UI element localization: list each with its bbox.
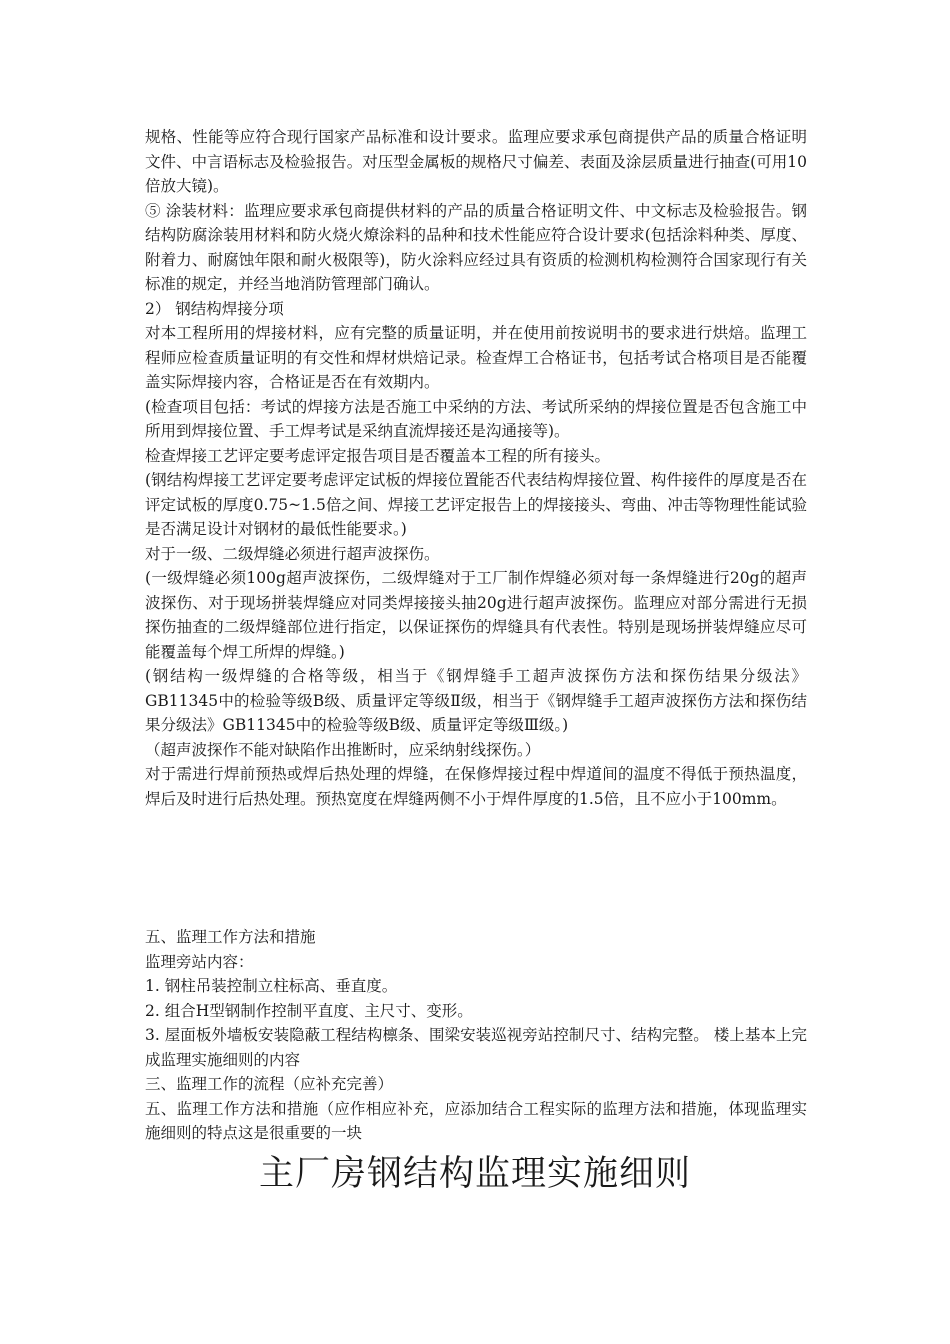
section-heading: 2） 钢结构焊接分项 xyxy=(145,299,284,318)
document-title: 主厂房钢结构监理实施细则 xyxy=(258,1154,691,1194)
paragraph: 对本工程所用的焊接材料，应有完整的质量证明，并在使用前按说明书的要求进行烘焙。监理工程师应检查质量证明的有交性和焊材烘焙记录。检查焊工合格证书，包括考试合格项目是否能覆盖实际焊接内容，合格证是否在有效期内。 xyxy=(145,324,807,391)
paragraph: 规格、性能等应符合现行国家产品标准和设计要求。监理应要求承包商提供产品的质量合格证明文件、中言语标志及检验报告。对压型金属板的规格尺寸偏差、表面及涂层质量进行抽查(可用10倍放大镜)。 xyxy=(145,128,807,195)
paragraph: 对于一级、二级焊缝必须进行超声波探伤。 xyxy=(145,544,440,563)
paragraph: (钢结构一级焊缝的合格等级，相当于《钢焊缝手工超声波探伤方法和探伤结果分级法》GB11345中的检验等级B级、质量评定等级Ⅱ级，相当于《钢焊缝手工超声波探伤方法和探伤结果分级法》GB11345中的检验等级B级、质量评定等级Ⅲ级。) xyxy=(145,667,807,734)
paragraph: 五、监理工作方法和措施（应作相应补充，应添加结合工程实际的监理方法和措施，体现监理实施细则的特点这是很重要的一块 xyxy=(145,1099,807,1142)
list-item: 3. 屋面板外墙板安装隐蔽工程结构檩条、围梁安装巡视旁站控制尺寸、结构完整。 楼上基本上完成监理实施细则的内容 xyxy=(145,1026,807,1069)
paragraph: 监理旁站内容： xyxy=(145,952,254,971)
paragraph: ⑤ 涂装材料：监理应要求承包商提供材料的产品的质量合格证明文件、中文标志及检验报告。钢结构防腐涂装用材料和防火烧火燎涂料的品种和技术性能应符合设计要求(包括涂料种类、厚度、附着力、耐腐蚀年限和耐火极限等)，防火涂料应经过具有资质的检测机构检测符合国家现行有关标准的规定，并经当地消防管理部门确认。 xyxy=(145,201,807,293)
body-text-bottom xyxy=(145,925,807,1146)
body-text-top xyxy=(145,125,807,811)
list-item: 1. 钢柱吊装控制立柱标高、垂直度。 xyxy=(145,977,398,995)
paragraph: (钢结构焊接工艺评定要考虑评定试板的焊接位置能否代表结构焊接位置、构件接件的厚度是否在评定试板的厚度0.75~1.5倍之间、焊接工艺评定报告上的焊接接头、弯曲、冲击等物理性能试验是否满足设计对钢材的最低性能要求。) xyxy=(145,471,807,538)
paragraph: (检查项目包括：考试的焊接方法是否施工中采纳的方法、考试所采纳的焊接位置是否包含施工中所用到焊接位置、手工焊考试是采纳直流焊接还是沟通接等)。 xyxy=(145,397,807,440)
paragraph: (一级焊缝必须100g超声波探伤，二级焊缝对于工厂制作焊缝必须对每一条焊缝进行20g的超声波探伤、对于现场拼装焊缝应对同类焊接接头抽20g进行超声波探伤。监理应对部分需进行无损探伤抽查的二级焊缝部位进行指定，以保证探伤的焊缝具有代表性。特别是现场拼装焊缝应尽可能覆盖每个焊工所焊的焊缝。) xyxy=(145,569,807,661)
paragraph: 检查焊接工艺评定要考虑评定报告项目是否覆盖本工程的所有接头。 xyxy=(145,446,611,465)
section-heading: 五、监理工作方法和措施 xyxy=(145,928,316,946)
section-heading: 三、监理工作的流程（应补充完善） xyxy=(145,1075,394,1093)
list-item: 2. 组合H型钢制作控制平直度、主尺寸、变形。 xyxy=(145,1001,473,1020)
paragraph: 对于需进行焊前预热或焊后热处理的焊缝，在保修焊接过程中焊道间的温度不得低于预热温度，焊后及时进行后热处理。预热宽度在焊缝两侧不小于焊件厚度的1.5倍，且不应小于100mm。 xyxy=(145,765,807,808)
paragraph: （超声波探作不能对缺陷作出推断时，应采纳射线探伤。） xyxy=(145,740,541,759)
